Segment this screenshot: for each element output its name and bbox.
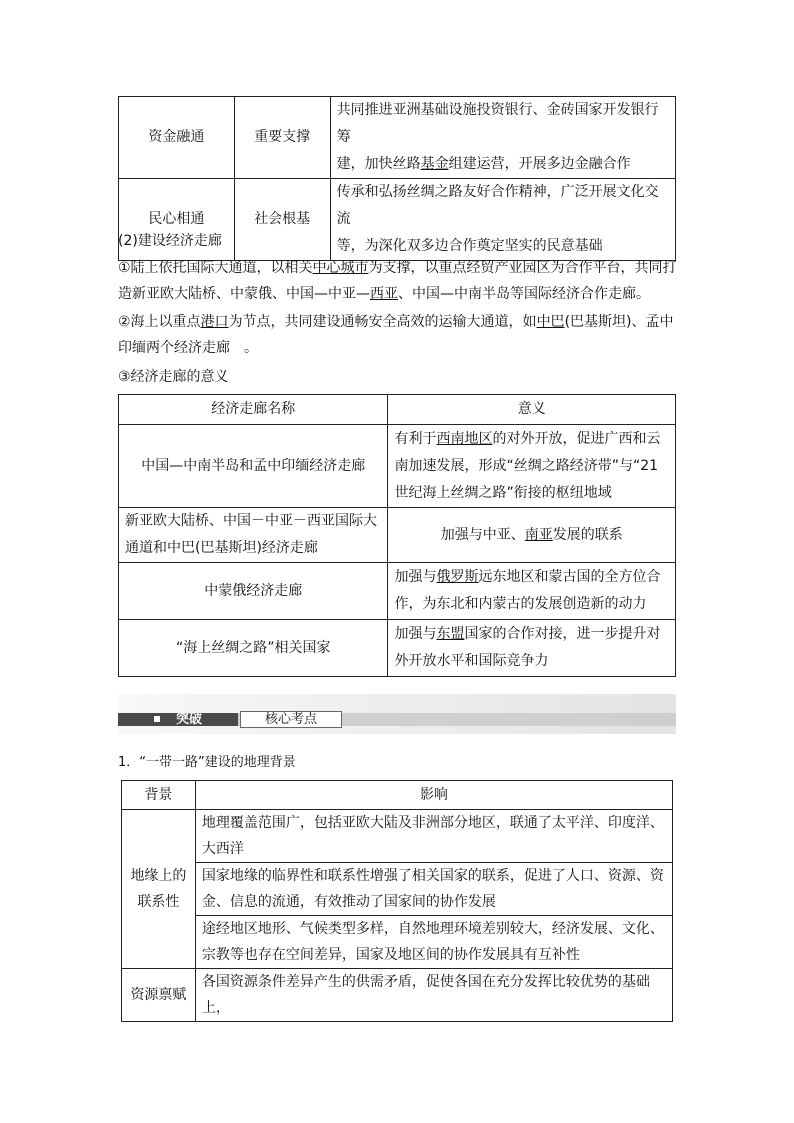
- table-row: [119, 563, 676, 620]
- underlined-term: 港口: [200, 314, 229, 330]
- table-row: [122, 863, 673, 916]
- cell-line: 世纪海上丝绸之路”衔接的枢纽地域: [394, 484, 612, 501]
- underlined-term: 中心城市: [312, 260, 369, 276]
- banner-tag-dark: [118, 713, 238, 726]
- table-cell: 资源禀赋: [122, 969, 196, 1022]
- text-span: 为节点，共同建设通畅安全高效的运输大通道，如: [228, 314, 537, 330]
- text-span: 发展的联系: [552, 526, 623, 543]
- banner-tag-light: 核心考点: [240, 711, 342, 728]
- cell-line: 南加速发展，形成“丝绸之路经济带”与“21: [394, 457, 659, 474]
- table-cell: [119, 508, 388, 563]
- section-banner: [118, 694, 676, 734]
- text-span: 印缅两个经济走廊 。: [118, 340, 258, 356]
- text-span: 造新亚欧大陆桥、中蒙俄、中国—中亚—: [118, 286, 370, 302]
- cell-line: 金、信息的流通，有效推动了国家间的协作发展: [201, 894, 496, 910]
- column-header: 影响: [195, 781, 672, 810]
- table-cell: [388, 563, 676, 620]
- cell-line: 途经地区地形、气候类型多样，自然地理环境差别较大，经济发展、文化、: [201, 921, 664, 937]
- cell-line: 新亚欧大陆桥、中国－中亚－西亚国际大: [125, 513, 377, 529]
- table-header-row: [119, 395, 676, 425]
- table-cell: 资金融通: [119, 97, 235, 179]
- cell-line: 宗教等也存在空间差异，国家及地区间的协作发展具有互补性: [201, 947, 580, 963]
- paragraph-sea: [118, 309, 678, 361]
- table-row: [122, 916, 673, 969]
- text-span: 国家的合作对接，进一步提升对: [464, 626, 661, 642]
- cell-line: 作，为东北和内蒙古的发展创造新的动力: [394, 596, 647, 612]
- underlined-term: 基金: [420, 156, 449, 172]
- text-span: 加强与: [394, 626, 437, 642]
- table-cell: [122, 810, 196, 969]
- table-row: [119, 425, 676, 508]
- underlined-term: 西南地区: [436, 430, 493, 447]
- section-heading: (2)建设经济走廊: [118, 233, 222, 249]
- text-span: ②海上以重点: [118, 314, 201, 330]
- cell-line: [337, 151, 669, 178]
- table-header-row: [122, 781, 673, 810]
- text-span: 、中国—中南半岛等国际经济合作走廊。: [398, 286, 650, 302]
- column-header: 经济走廊名称: [119, 395, 388, 425]
- cell-line: 外开放水平和国际竞争力: [394, 653, 549, 669]
- text-span: 为支撑，以重点经贸产业园区为合作平台，共同打: [368, 260, 677, 276]
- table-cell: [195, 810, 672, 863]
- cell-line: 地理覆盖范围广，包括亚欧大陆及非洲部分地区，联通了太平洋、印度洋、: [201, 815, 664, 831]
- underlined-term: 南亚: [524, 526, 553, 543]
- table-cell: [330, 97, 675, 179]
- cell-line: [394, 426, 669, 453]
- table-cell: 中蒙俄经济走廊: [119, 563, 388, 620]
- table-cell: 重要支撑: [234, 97, 330, 179]
- corridor-table: [118, 394, 676, 677]
- table-cell: 社会根基: [234, 179, 330, 261]
- section-title: 1．“一带一路”建设的地理背景: [118, 755, 296, 770]
- text-span: ①陆上依托国际大通道，以相关: [118, 260, 313, 276]
- text-span: 加强与: [394, 569, 437, 585]
- table-row: [119, 620, 676, 677]
- cell-line: [394, 564, 669, 591]
- square-bullet-icon: [154, 716, 160, 722]
- cell-line: 地缘上的: [130, 868, 187, 884]
- cell-line: 共同推进亚洲基础设施投资银行、金砖国家开发银行筹: [336, 102, 659, 145]
- table-cell: [388, 620, 676, 677]
- table-cell: [388, 425, 676, 508]
- cell-line: 等，为深化双多边合作奠定坚实的民意基础: [336, 238, 603, 254]
- table-row: [119, 97, 676, 179]
- text-span: 组建运营，开展多边金融合作: [448, 156, 631, 172]
- table-cell: [195, 863, 672, 916]
- underlined-term: 俄罗斯: [436, 569, 479, 585]
- background-table: [121, 780, 673, 1022]
- table-cell: [195, 916, 672, 969]
- table-row: [122, 969, 673, 1022]
- text-span: 建，加快丝路: [336, 156, 421, 172]
- cell-line: 联系性: [137, 894, 180, 910]
- paragraph-land: [118, 255, 678, 307]
- table-row: [119, 508, 676, 563]
- cell-line: 大西洋: [201, 841, 244, 857]
- banner-left-label: 突破: [175, 712, 202, 727]
- underlined-term: 东盟: [436, 626, 465, 642]
- table-row: [122, 810, 673, 863]
- text-span: 远东地区和蒙古国的全方位合: [478, 569, 661, 585]
- column-header: 意义: [388, 395, 676, 425]
- text-span: 有利于: [394, 430, 437, 447]
- cell-line: 传承和弘扬丝绸之路友好合作精神，广泛开展文化交流: [336, 184, 659, 227]
- text-span: 加强与中亚、: [440, 526, 525, 543]
- cell-line: 通道和中巴(巴基斯坦)经济走廊: [125, 540, 318, 556]
- table-cell: [388, 508, 676, 563]
- text-span: (巴基斯坦)、孟中: [564, 314, 674, 330]
- cell-line: [394, 621, 669, 648]
- underlined-term: 中巴: [536, 314, 565, 330]
- table-cell: 民心相通: [119, 179, 235, 261]
- table-cell: 中国—中南半岛和孟中印缅经济走廊: [119, 425, 388, 508]
- text-span: 的对外开放，促进广西和云: [492, 430, 661, 447]
- underlined-term: 西亚: [370, 286, 398, 302]
- cell-line: 国家地缘的临界性和联系性增强了相关国家的联系，促进了人口、资源、资: [201, 868, 664, 884]
- table-cell: 各国资源条件差异产生的供需矛盾，促使各国在充分发挥比较优势的基础上，: [195, 969, 672, 1022]
- column-header: 背景: [122, 781, 196, 810]
- table-cell: “海上丝绸之路”相关国家: [119, 620, 388, 677]
- paragraph-meaning: ③经济走廊的意义: [118, 369, 229, 385]
